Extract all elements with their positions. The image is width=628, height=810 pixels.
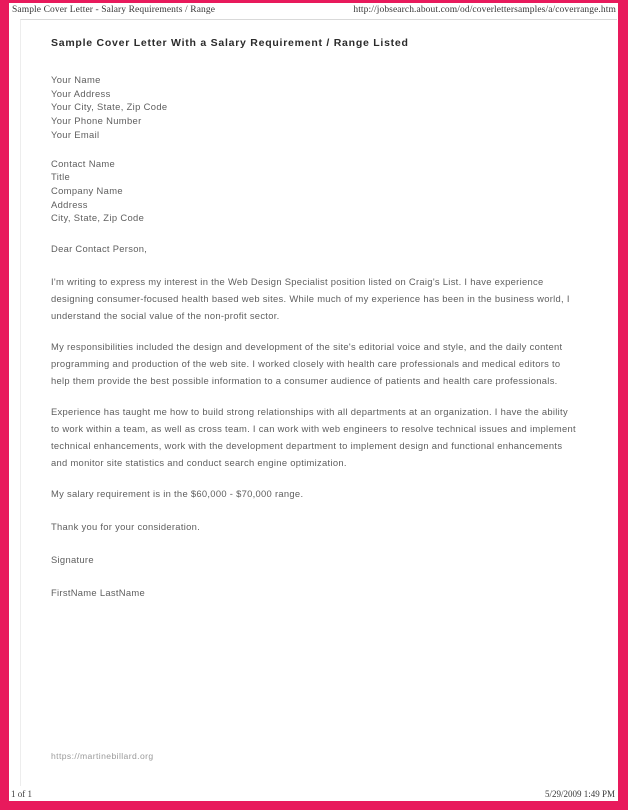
print-header: [9, 2, 618, 18]
sender-name: Your Name: [51, 74, 101, 85]
paragraph-1-line-3: understand the social value of the non-profit sector.: [51, 310, 280, 322]
watermark-url: https://martinebillard.org: [51, 751, 154, 761]
bottom-pink-border: [0, 801, 628, 810]
paragraph-3-line-2: to work within a team, as well as cross team. I can work with web engineers to resolve technical issues and implement: [51, 423, 576, 435]
paragraph-2-line-3: help them provide the best possible information to a consumer audience of patients and health care professionals.: [51, 375, 558, 387]
letter-paragraph-2: [51, 338, 578, 389]
paragraph-3-line-1: Experience has taught me how to build strong relationships with all departments at an organization. I have the ability: [51, 406, 568, 418]
paragraph-1-line-2: designing consumer-focused health based web sites. While much of my experience has been in the business world, I: [51, 293, 570, 305]
document-sheet: [20, 19, 617, 786]
letter-paragraph-3: [51, 403, 578, 471]
print-header-url: http://jobsearch.about.com/od/coverlettersamples/a/coverrange.htm: [353, 5, 616, 15]
recipient-title: Title: [51, 171, 71, 183]
paragraph-2-line-2: programming and production of the web site. I worked closely with health care professionals and medical editors to: [51, 358, 561, 370]
letter-paragraph-1: [51, 273, 578, 324]
print-footer: [9, 787, 618, 801]
paragraph-2-line-1: My responsibilities included the design and development of the site's editorial voice and style, and the daily content: [51, 341, 563, 353]
recipient-address: Address: [51, 198, 88, 210]
signature-label: Signature: [51, 554, 94, 566]
letter-heading: Sample Cover Letter With a Salary Requirement / Range Listed: [51, 37, 409, 49]
recipient-city-state: City, State, Zip Code: [51, 212, 145, 224]
sender-address: Your Address: [51, 87, 111, 99]
salary-requirement-line: My salary requirement is in the $60,000 - $70,000 range.: [51, 488, 304, 500]
paragraph-3-line-4: and monitor site statistics and conduct search engine optimization.: [51, 457, 347, 469]
sender-address-block: [51, 73, 593, 142]
paragraph-1-line-1: I'm writing to express my interest in the Web Design Specialist position listed on Craig's List. I have experience: [51, 276, 544, 288]
letter-body: [21, 20, 617, 617]
sender-city-state: Your City, State, Zip Code: [51, 101, 168, 113]
recipient-contact-name: Contact Name: [51, 157, 116, 169]
signature-name: FirstName LastName: [51, 587, 145, 599]
recipient-company: Company Name: [51, 184, 123, 196]
print-header-document-title: Sample Cover Letter - Salary Requirements / Range: [12, 5, 216, 15]
letter-salutation: Dear Contact Person,: [51, 243, 148, 255]
paragraph-3-line-3: technical enhancements, work with the development department to implement design and functional enhancements: [51, 440, 563, 452]
page-indicator: 1 of 1: [11, 789, 32, 799]
sender-email: Your Email: [51, 128, 100, 140]
sender-phone: Your Phone Number: [51, 115, 142, 127]
print-timestamp: 5/29/2009 1:49 PM: [544, 789, 615, 799]
recipient-address-block: [51, 157, 593, 226]
letter-closing: Thank you for your consideration.: [51, 521, 201, 533]
